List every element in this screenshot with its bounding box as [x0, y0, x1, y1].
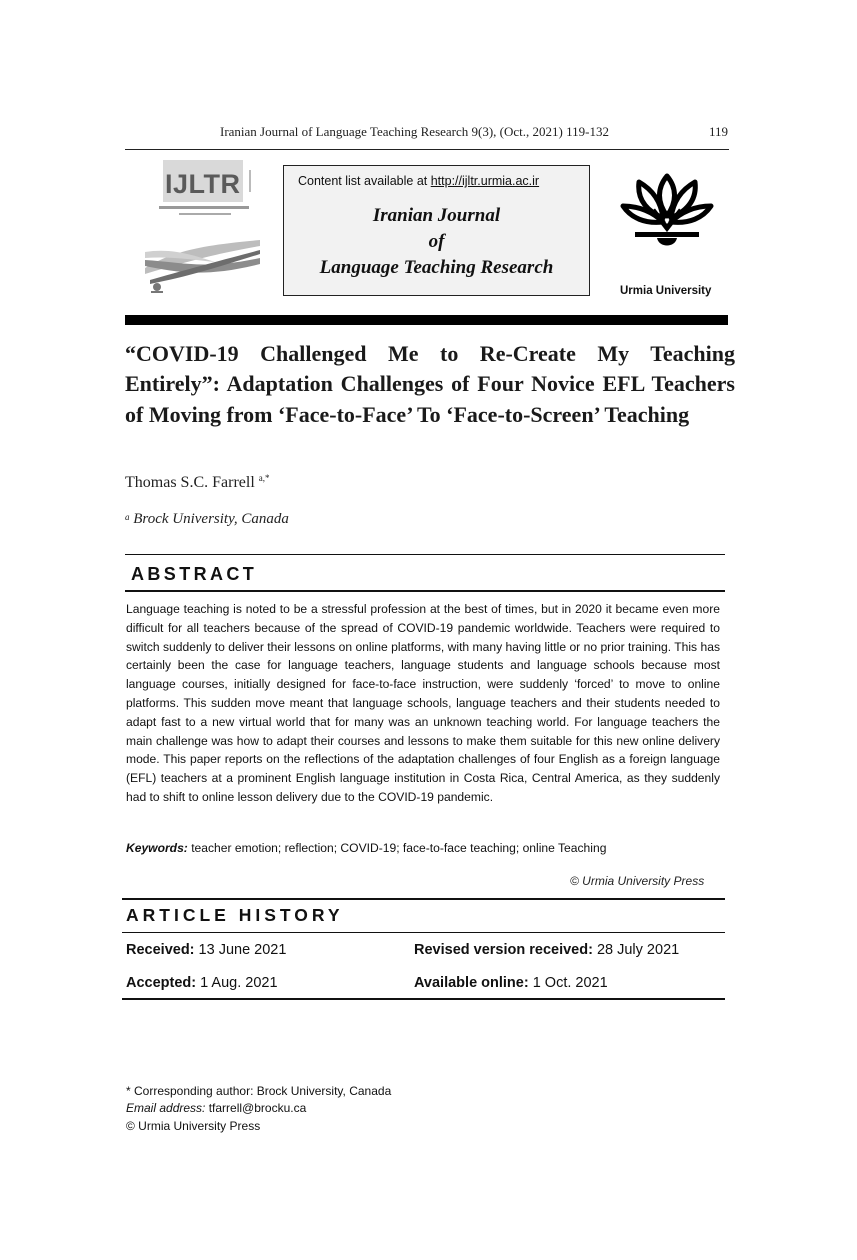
cover-side-text	[249, 170, 251, 192]
running-header	[125, 124, 728, 144]
journal-title-line-2: of	[428, 231, 445, 252]
cover-logo-text: IJLTR	[165, 169, 241, 199]
received-value: 13 June 2021	[194, 942, 287, 958]
author-name: Thomas S.C. Farrell	[125, 474, 255, 491]
university-name: Urmia University	[620, 285, 712, 297]
keywords-label: Keywords:	[126, 841, 188, 855]
affiliation-mark: a	[125, 512, 130, 522]
abstract-bottom-rule	[125, 590, 725, 592]
footer-copyright: © Urmia University Press	[126, 1119, 261, 1133]
page-number: 119	[708, 124, 728, 139]
abstract-body: Language teaching is noted to be a stressful profession at the best of times, but in 2020 it became even more difficult for all teachers because of the spread of COVID-19 pandemic worldwide. Teachers were required to switch suddenly to deliver their lessons on online platforms, with many having little or no prior training. This has certainly been the case for language teachers, language students and language schools because most language courses, initially designed for face-to-face instruction, were suddenly ‘forced’ to move to online platforms. This sudden move meant that language schools, language teachers and their students needed to adapt fast to a new virtual world that for many was an unknown teaching world. For language teachers the main challenge was how to adapt their courses and lessons to make them suitable for this new online delivery mode. This paper reports on the reflections of the adaptation challenges of four English as a foreign language (EFL) teachers at a prominent English language institution in Costa Rica, Central America, as they suddenly had to shift to online lesson delivery due to the COVID-19 pandemic.	[126, 602, 720, 804]
affiliation-line	[125, 511, 289, 528]
journal-reference: Iranian Journal of Language Teaching Research 9(3), (Oct., 2021) 119-132	[220, 124, 609, 139]
press-credit: © Urmia University Press	[570, 874, 705, 888]
header-rule	[125, 149, 729, 150]
author-marks: a,*	[258, 473, 270, 483]
available-value: 1 Oct. 2021	[528, 975, 608, 991]
journal-title-line-3: Language Teaching Research	[319, 257, 554, 278]
email-address[interactable]: tfarrell@brocku.ca	[205, 1101, 307, 1115]
email-line	[126, 1101, 306, 1115]
available-online-date	[414, 975, 608, 991]
received-label: Received:	[126, 942, 195, 958]
revised-date	[414, 942, 679, 958]
history-bottom-rule	[122, 998, 725, 1000]
abstract-top-rule	[125, 554, 725, 555]
content-list-note	[298, 174, 539, 188]
header-thick-bar	[125, 315, 728, 325]
affiliation-name: Brock University, Canada	[133, 511, 289, 527]
urmia-university-logo-icon	[617, 172, 717, 252]
corresponding-author-note: * Corresponding author: Brock University, Canada	[126, 1084, 392, 1098]
revised-label: Revised version received:	[414, 942, 593, 958]
revised-value: 28 July 2021	[592, 942, 680, 958]
accepted-date	[126, 975, 278, 991]
abstract-heading: ABSTRACT	[131, 564, 258, 584]
journal-website-link[interactable]: http://ijltr.urmia.ac.ir	[430, 174, 540, 188]
article-history-heading: ARTICLE HISTORY	[126, 905, 344, 925]
keywords-line	[126, 841, 606, 855]
available-label: Available online:	[414, 975, 529, 991]
cover-issue-line	[179, 213, 231, 215]
content-list-prefix: Content list available at	[298, 174, 431, 188]
history-middle-rule	[122, 932, 725, 933]
keywords-list: teacher emotion; reflection; COVID-19; face-to-face teaching; online Teaching	[187, 841, 607, 855]
email-label: Email address:	[126, 1101, 206, 1115]
article-title: “COVID-19 Challenged Me to Re-Create My Teaching Entirely”: Adaptation Challenges of Four Novice EFL Teachers of Moving from ‘Face-to-Face’ To ‘Face-to-Screen’ Teaching	[125, 341, 735, 427]
journal-info-box	[283, 165, 590, 296]
accepted-value: 1 Aug. 2021	[196, 975, 278, 991]
author-line	[125, 473, 270, 492]
accepted-label: Accepted:	[126, 975, 197, 991]
cover-subtitle-line	[159, 206, 249, 209]
received-date	[126, 942, 286, 958]
history-top-rule	[122, 898, 725, 900]
cover-wave-graphic	[145, 240, 260, 300]
journal-cover-image	[145, 160, 260, 300]
journal-title-line-1: Iranian Journal	[372, 205, 501, 226]
